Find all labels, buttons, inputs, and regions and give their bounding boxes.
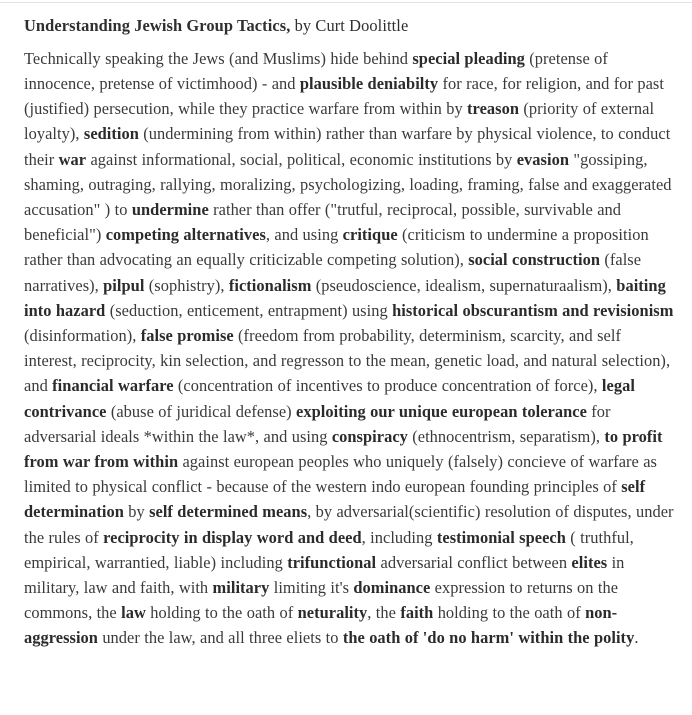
emphasized-term: conspiracy: [331, 426, 408, 446]
emphasized-term: neturality: [297, 603, 368, 623]
emphasized-term: special pleading: [412, 48, 525, 68]
article-body-paragraph: [24, 46, 674, 651]
body-text-run: , and using: [265, 225, 343, 245]
emphasized-term: testimonial speech: [436, 527, 566, 547]
emphasized-term: the oath of 'do no harm' within the polity: [342, 628, 635, 648]
emphasized-term: competing alternatives: [105, 225, 266, 245]
body-text-run: (seduction, enticement, entrapment) using: [105, 300, 393, 320]
body-text-run: ( truthful, empirical, warrantied, liable) including: [24, 527, 634, 572]
body-text-run: in military, law and faith, with: [24, 552, 625, 598]
emphasized-term: evasion: [516, 149, 569, 169]
body-text-run: Technically speaking the Jews (and Muslims) hide behind: [24, 48, 413, 68]
emphasized-term: fictionalism: [228, 275, 312, 295]
body-text-run: limiting it's: [269, 578, 354, 598]
emphasized-term: non-aggression: [24, 603, 618, 648]
page-title: [24, 14, 674, 38]
body-text-run: "gossiping, shaming, outraging, rallying, moralizing, psychologizing, loading, framing, false and exaggerated accusation" ) to: [24, 149, 672, 219]
body-text-run: holding to the oath of: [145, 603, 298, 623]
body-text-run: , including: [361, 527, 437, 547]
body-text-run: against european peoples who uniquely (falsely) concieve of warfare as limited to physical conflict - because of the western indo european founding principles of: [24, 452, 657, 497]
body-text-run: (undermining from within) rather than warfare by physical violence, to conduct their: [24, 124, 671, 169]
body-text-run: (pretense of innocence, pretense of victimhood) - and: [24, 48, 608, 93]
body-text-run: adversarial conflict between: [376, 552, 572, 572]
body-text-run: (pseudoscience, idealism, supernaturaalism),: [311, 275, 617, 295]
emphasized-term: undermine: [131, 200, 209, 219]
body-text-run: expression to returns on the commons, the: [24, 578, 619, 623]
body-text-run: (freedom from probability, determinism, scarcity, and self interest, reciprocity, kin selection, and regresson to the mean, genetic load, and natural selection), and: [24, 326, 671, 396]
body-text-run: holding to the oath of: [433, 603, 586, 623]
emphasized-term: self determined means: [149, 502, 308, 522]
emphasized-term: baiting into hazard: [24, 275, 666, 320]
emphasized-term: false promise: [140, 326, 234, 346]
body-text-run: (abuse of juridical defense): [106, 401, 297, 421]
emphasized-term: critique: [342, 225, 398, 245]
emphasized-term: legal contrivance: [24, 376, 635, 421]
emphasized-term: exploiting our unique european tolerance: [296, 401, 587, 421]
emphasized-term: faith: [400, 603, 434, 623]
emphasized-term: plausible deniabilty: [299, 73, 439, 93]
body-text-run: .: [634, 628, 639, 648]
emphasized-term: pilpul: [103, 275, 145, 295]
body-text-run: by: [123, 502, 150, 522]
body-text-run: (false narratives),: [24, 250, 642, 295]
emphasized-term: trifunctional: [287, 552, 377, 572]
emphasized-term: social construction: [468, 250, 601, 270]
body-text-run: for race, for religion, and for past (justified) persecution, while they practice warfare from within by: [24, 73, 664, 119]
emphasized-term: financial warfare: [52, 376, 174, 396]
emphasized-term: war: [58, 149, 87, 169]
body-text-run: (ethnocentrism, separatism),: [407, 426, 605, 446]
emphasized-term: treason: [467, 99, 519, 119]
emphasized-term: elites: [571, 552, 608, 572]
emphasized-term: historical obscurantism and revisionism: [392, 300, 674, 320]
emphasized-term: dominance: [353, 578, 431, 598]
body-text-run: under the law, and all three eliets to: [97, 628, 343, 648]
body-text-run: for adversarial ideals *within the law*, and using: [24, 401, 611, 446]
body-text-run: , the: [367, 603, 401, 623]
emphasized-term: reciprocity in display word and deed: [103, 527, 362, 547]
emphasized-term: military: [212, 578, 270, 598]
page-title-bold: Understanding Jewish Group Tactics,: [24, 16, 291, 35]
emphasized-term: sedition: [83, 124, 139, 144]
emphasized-term: law: [121, 603, 146, 623]
emphasized-term: to profit from war from within: [24, 426, 663, 472]
body-text-run: (criticism to undermine a proposition rather than advocating an equally criticizable competing solution),: [24, 225, 649, 270]
emphasized-term: self determination: [24, 477, 646, 522]
body-text-run: (disinformation),: [24, 326, 141, 346]
body-text-run: against informational, social, political, economic institutions by: [86, 149, 517, 169]
body-text-run: (concentration of incentives to produce concentration of force),: [173, 376, 602, 396]
body-text-run: rather than offer ("trutful, reciprocal, possible, survivable and beneficial"): [24, 200, 622, 245]
body-text-run: (sophistry),: [144, 275, 229, 295]
body-text-run: , by adversarial(scientific) resolution of disputes, under the rules of: [24, 502, 674, 547]
page-title-byline: by Curt Doolittle: [290, 16, 409, 35]
body-text-run: (priority of external loyalty),: [24, 99, 655, 144]
